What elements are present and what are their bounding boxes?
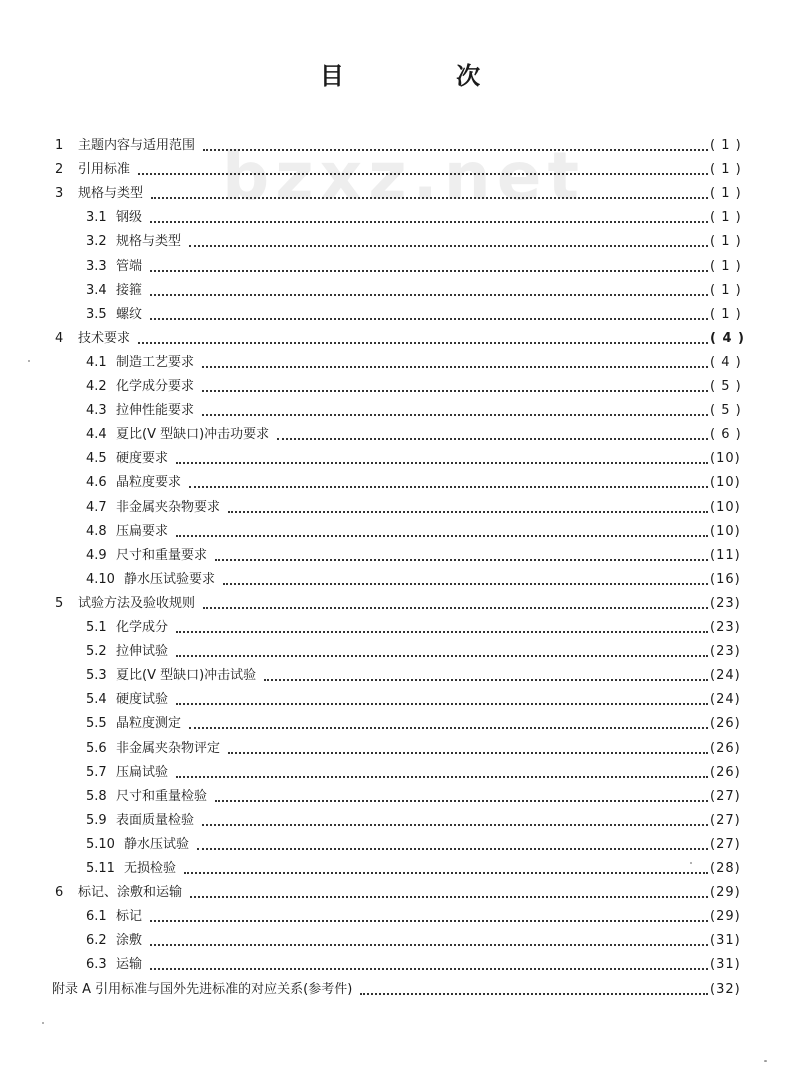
toc-entry: [0, 665, 800, 687]
toc-entry: [0, 786, 800, 808]
dot-leader: [360, 993, 708, 995]
dot-leader: [264, 679, 708, 681]
toc-entry-page: (27): [710, 812, 741, 828]
toc-entry-page: (11): [710, 547, 741, 563]
toc-entry-page: (10): [710, 475, 741, 491]
toc-entry: [0, 713, 800, 735]
toc-entry-page: (27): [710, 836, 741, 852]
toc-entry: [0, 738, 800, 760]
toc-entry-number: 4.8: [86, 523, 107, 539]
toc-entry: [0, 497, 800, 519]
toc-entry-page: (23): [710, 620, 741, 635]
dot-leader: [138, 173, 708, 175]
scan-speck: [764, 1060, 767, 1062]
toc-entry-page: ( 1 ): [710, 162, 742, 178]
toc-entry: [0, 641, 800, 663]
dot-leader: [197, 848, 708, 850]
toc-entry: [0, 328, 800, 350]
dot-leader: [150, 318, 708, 320]
toc-entry-page: (29): [710, 885, 741, 901]
toc-entry-label: 制造工艺要求: [116, 354, 195, 370]
toc-entry-number: 3.3: [86, 258, 107, 274]
toc-entry-number: 4.10: [86, 571, 115, 587]
toc-entry-number: 5.6: [86, 740, 107, 756]
toc-entry-label: 夏比(V 型缺口)冲击功要求: [116, 427, 270, 443]
dot-leader: [150, 270, 708, 272]
toc-entry-label: 非金属夹杂物要求: [116, 499, 221, 515]
scan-speck: [28, 360, 30, 362]
toc-entry-number: 2: [55, 162, 64, 178]
toc-entry-page: ( 6 ): [710, 427, 742, 443]
toc-entry: [0, 521, 800, 543]
toc-entry-label: 尺寸和重量检验: [116, 788, 208, 804]
dot-leader: [203, 607, 708, 609]
toc-entry: [0, 906, 800, 928]
dot-leader: [176, 655, 708, 657]
toc-entry: [0, 207, 800, 229]
toc-entry-page: (26): [710, 740, 741, 756]
toc-entry-number: 5.7: [86, 764, 107, 780]
toc-entry-label: 硬度试验: [116, 692, 169, 708]
dot-leader: [150, 221, 708, 223]
toc-entry-page: ( 1 ): [710, 186, 742, 202]
toc-entry-number: 1: [55, 138, 64, 153]
toc-entry: [0, 352, 800, 374]
toc-entry: [0, 882, 800, 904]
toc-entry-number: 6.2: [86, 933, 107, 949]
toc-entry-page: (32): [710, 981, 741, 997]
toc-entry-label: 螺纹: [116, 306, 143, 322]
toc-entry-label: 晶粒度测定: [116, 716, 182, 732]
toc-entry: [0, 472, 800, 494]
toc-entry-label: 涂敷: [116, 933, 143, 949]
toc-entry-label: 化学成分要求: [116, 379, 195, 394]
toc-entry-number: 5.10: [86, 836, 115, 852]
dot-leader: [189, 486, 708, 488]
toc-entry-label: 钢级: [116, 210, 143, 226]
toc-entry: [0, 159, 800, 181]
toc-entry-number: 4.3: [86, 403, 107, 419]
toc-entry-label: 技术要求: [78, 330, 131, 346]
toc-entry-number: 3.4: [86, 282, 107, 298]
toc-entry: [0, 834, 800, 856]
toc-entry-number: 5.2: [86, 644, 107, 660]
toc-entry-number: 4.7: [86, 499, 107, 515]
toc-entry-page: ( 1 ): [710, 210, 742, 226]
toc-entry: [0, 376, 800, 398]
toc-entry-label: 规格与类型: [116, 234, 182, 250]
dot-leader: [151, 197, 708, 199]
toc-entry-label: 试验方法及验收规则: [78, 595, 196, 611]
toc-entry-label: 非金属夹杂物评定: [116, 740, 221, 756]
dot-leader: [138, 342, 708, 344]
toc-entry-page: (10): [710, 523, 741, 539]
toc-entry-page: (28): [710, 861, 741, 876]
toc-entry-page: (10): [710, 499, 741, 515]
dot-leader: [215, 559, 708, 561]
toc-entry-label: 接箍: [116, 282, 143, 298]
dot-leader: [189, 245, 708, 247]
toc-entry-page: ( 1 ): [710, 258, 742, 274]
toc-entry-label: 管端: [116, 258, 143, 274]
dot-leader: [176, 703, 708, 705]
toc-entry-label: 拉伸性能要求: [116, 403, 195, 419]
toc-entry: [0, 400, 800, 422]
toc-entry-page: ( 4 ): [710, 330, 745, 346]
toc-entry: [0, 304, 800, 326]
toc-entry-page: ( 1 ): [710, 282, 742, 298]
dot-leader: [150, 968, 708, 970]
toc-entry-page: (23): [710, 595, 741, 611]
toc-entry-label: 标记: [116, 909, 143, 925]
toc-entry-number: 6.1: [86, 909, 107, 925]
toc-entry: [0, 979, 800, 1001]
toc-entry-number: 4.5: [86, 451, 107, 467]
toc-entry: [0, 135, 800, 157]
toc-entry-label: 夏比(V 型缺口)冲击试验: [116, 668, 257, 684]
dot-leader: [150, 294, 708, 296]
toc-entry-label: 压扁要求: [116, 523, 169, 539]
toc-entry-number: 4.2: [86, 379, 107, 394]
toc-entry-number: 6.3: [86, 957, 107, 973]
toc-entry-number: 4.4: [86, 427, 107, 443]
scan-speck: [690, 862, 692, 864]
toc-entry-number: 3.1: [86, 210, 107, 226]
dot-leader: [277, 438, 708, 440]
toc-entry: [0, 545, 800, 567]
toc-entry-page: (10): [710, 451, 741, 467]
toc-entry-page: (31): [710, 933, 741, 949]
toc-entry-page: (23): [710, 644, 741, 660]
toc-entry-label: 硬度要求: [116, 451, 169, 467]
watermark: bzxz.net: [222, 138, 586, 215]
toc-entry: [0, 424, 800, 446]
toc-entry-number: 4.9: [86, 547, 107, 563]
toc-entry-number: 4.6: [86, 475, 107, 491]
toc-entry-number: 3.5: [86, 306, 107, 322]
dot-leader: [176, 631, 708, 633]
toc-entry-page: (24): [710, 668, 741, 684]
dot-leader: [202, 390, 708, 392]
toc-entry-number: 3: [55, 186, 64, 202]
toc-entry-label: 静水压试验要求: [124, 571, 216, 587]
dot-leader: [190, 896, 708, 898]
toc-entry: [0, 183, 800, 205]
toc-entry-page: ( 1 ): [710, 138, 742, 153]
dot-leader: [228, 752, 708, 754]
toc-entry-page: (27): [710, 788, 741, 804]
toc-entry-page: ( 1 ): [710, 306, 742, 322]
toc-entry-label: 表面质量检验: [116, 812, 195, 828]
toc-entry-page: ( 1 ): [710, 234, 742, 250]
toc-entry: [0, 593, 800, 615]
page-title: 目 次: [319, 62, 533, 90]
toc-entry-number: 5.8: [86, 788, 107, 804]
toc-entry: [0, 858, 800, 880]
scan-speck: [42, 1022, 44, 1024]
toc-entry-label: 静水压试验: [124, 836, 190, 852]
toc-entry: [0, 569, 800, 591]
toc-entry-label: 无损检验: [124, 861, 177, 876]
toc-entry-number: 4: [55, 330, 64, 346]
toc-entry-label: 尺寸和重量要求: [116, 547, 208, 563]
toc-entry: [0, 231, 800, 253]
toc-entry-page: (26): [710, 716, 741, 732]
toc-entry-label: 压扁试验: [116, 764, 169, 780]
toc-entry: [0, 930, 800, 952]
toc-entry-label: 拉伸试验: [116, 644, 169, 660]
toc-entry-number: 6: [55, 885, 64, 901]
toc-entry-number: 3.2: [86, 234, 107, 250]
toc-entry: [0, 256, 800, 278]
toc-entry-page: (16): [710, 571, 741, 587]
toc-entry-number: 5.1: [86, 620, 107, 635]
toc-entry-number: 5.3: [86, 668, 107, 684]
toc-entry: [0, 954, 800, 976]
toc-entry-label: 化学成分: [116, 620, 169, 635]
toc-entry: [0, 280, 800, 302]
dot-leader: [202, 414, 708, 416]
dot-leader: [202, 366, 708, 368]
toc-entry-label: 运输: [116, 957, 143, 973]
dot-leader: [176, 535, 708, 537]
toc-entry-page: ( 4 ): [710, 354, 742, 370]
toc-entry-number: 5.11: [86, 861, 115, 876]
toc-entry-page: (31): [710, 957, 741, 973]
toc-entry-page: (24): [710, 692, 741, 708]
toc-entry-label: 规格与类型: [78, 186, 144, 202]
toc-entry: [0, 689, 800, 711]
dot-leader: [228, 511, 708, 513]
toc-entry-number: 5.9: [86, 812, 107, 828]
toc-entry-number: 4.1: [86, 354, 107, 370]
toc-entry-page: ( 5 ): [710, 403, 742, 419]
toc-entry-label: 主题内容与适用范围: [78, 138, 196, 153]
toc-entry: [0, 810, 800, 832]
toc-entry: [0, 448, 800, 470]
toc-entry-label: 附录 A 引用标准与国外先进标准的对应关系(参考件): [52, 981, 353, 997]
dot-leader: [202, 824, 708, 826]
toc-entry-number: 5.5: [86, 716, 107, 732]
toc-entry-page: (29): [710, 909, 741, 925]
dot-leader: [176, 776, 708, 778]
toc-entry: [0, 762, 800, 784]
toc-entry-number: 5.4: [86, 692, 107, 708]
toc-entry-label: 标记、涂敷和运输: [78, 885, 183, 901]
dot-leader: [184, 872, 708, 874]
toc-entry-label: 晶粒度要求: [116, 475, 182, 491]
toc-entry: [0, 617, 800, 639]
toc-entry-label: 引用标准: [78, 162, 131, 178]
dot-leader: [203, 149, 708, 151]
dot-leader: [189, 727, 708, 729]
toc-entry-page: ( 5 ): [710, 379, 742, 394]
toc-entry-number: 5: [55, 595, 64, 611]
dot-leader: [215, 800, 708, 802]
dot-leader: [150, 920, 708, 922]
dot-leader: [176, 462, 708, 464]
toc-entry-page: (26): [710, 764, 741, 780]
dot-leader: [223, 583, 708, 585]
dot-leader: [150, 944, 708, 946]
